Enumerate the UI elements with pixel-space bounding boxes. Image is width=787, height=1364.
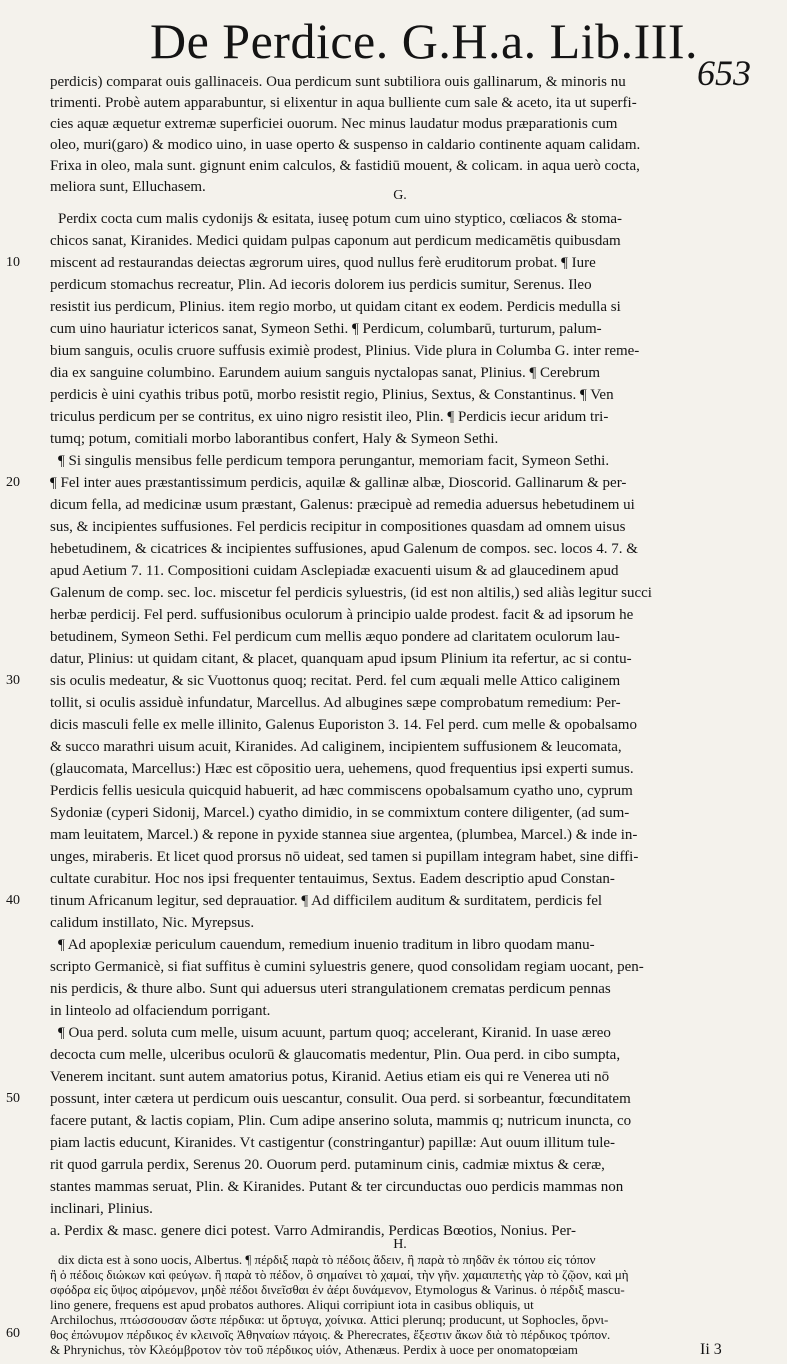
text-line: decocta cum melle, ulceribus oculorū & glaucomatis medentur, Plin. Oua perd. in cibo sumpta, [50, 1047, 621, 1063]
text-line: piam lactis educunt, Kiranides. Vt castigentur (constringantur) papillæ: Aut ouum illitum tule- [50, 1135, 616, 1151]
text-line: Perdix cocta cum malis cydonijs & esitata, iuseę potum cum uino styptico, cœliacos & stoma- [58, 211, 623, 227]
page-number: 653 [697, 53, 751, 93]
text-line: (glaucomata, Marcellus:) Hæc est cōpositio uera, uehemens, quod frequentius ipsi experti sumus. [50, 761, 634, 777]
text-line: Archilochus, πτώσσουσαν ὥστε πέρδικα: ut ὄρτυγα, χοίνικα. Attici plerunq; producunt, ut Sophocles, ὄρνι- [50, 1312, 609, 1327]
text-line: inclinari, Plinius. [50, 1201, 153, 1217]
text-line: unges, miraberis. Et licet quod prorsus nō uideat, sed tamen si pupillam integram habet, sine diffi- [50, 849, 639, 865]
text-line: tinum Africanum legitur, sed deprauatior. ¶ Ad difficilem auditum & surditatem, perdicis fel [50, 893, 603, 909]
text-line: perdicis è uini cyathis tribus potū, morbo resistit regio, Plinius, Sextus, & Constantinus. ¶ Ven [50, 387, 614, 403]
margin-line-number: 40 [6, 893, 20, 908]
text-line: hebetudinem, & cicatrices & incipientes suffusiones, apud Galenum de compos. sec. locos 4. 7. & [50, 541, 638, 557]
text-line: cum uino hauriatur ictericos sanat, Symeon Sethi. ¶ Perdicum, columbarū, turturum, palum- [50, 321, 602, 337]
text-line: Frixa in oleo, mala sunt. gignunt enim calculos, & fastidiū mouent, & colicam. in aqua uerò cocta, [50, 158, 640, 174]
text-line: & succo marathri uisum acuit, Kiranides. Ad caliginem, incipientem suffusionem & leucomata, [50, 739, 622, 755]
text-line: Galenum de comp. sec. loc. miscetur fel perdicis syluestris, (id est non altilis,) sed aliàs legitur succi [50, 585, 652, 601]
section-heading-g: G. [393, 188, 407, 203]
text-line: & Phrynichus, τὸν Κλεόμβροτον τὸν τοῦ πέρδικος υἱόν, Athenæus. Perdix à uoce per onomatopœiam [50, 1342, 578, 1357]
text-line: Venerem incitant. sunt autem amatorius potus, Kiranid. Aetius etiam eis qui re Venerea uti nō [50, 1069, 610, 1085]
text-line: chicos sanat, Kiranides. Medici quidam pulpas caponum aut perdicum medicamētis quibusdam [50, 233, 621, 249]
text-line: ¶ Si singulis mensibus felle perdicum tempora perungantur, memoriam facit, Symeon Sethi. [58, 453, 610, 469]
text-line: cies aquæ æquetur extremæ superficiei ouorum. Nec minus laudatur modus præparationis cum [50, 116, 618, 132]
text-line: Perdicis fellis uesicula quicquid habuerit, ad hæc commiscens opobalsamum cyatho uno, cyprum [50, 783, 633, 799]
text-line: stantes mammas seruat, Plin. & Kiranides. Putant & ter circunductas ouo perdicis mammas non [50, 1179, 624, 1195]
text-line: dicis masculi felle ex melle illinito, Galenus Euporiston 3. 14. Fel perd. cum melle & opobalsamo [50, 717, 637, 733]
text-line: apud Aetium 7. 11. Compositioni cuidam Asclepiadæ exacuenti uisum & ad glaucedinem apud [50, 563, 619, 579]
text-line: scripto Germanicè, si fiat suffitus è cumini syluestris genere, quod consolidam regiam uocant, pen- [50, 959, 644, 975]
text-line: ἢ ὁ πέδοις διώκων καὶ φεύγων. ἢ παρὰ τὸ πέδον, ὃ σημαίνει τὸ χαμαί, τὴν γῆν. χαμαιπετὴς γὰρ τὸ ζῷον, καὶ μὴ [50, 1267, 629, 1282]
margin-line-number: 60 [6, 1326, 20, 1341]
text-line: possunt, inter cætera ut perdicum ouis uescantur, consulit. Oua perd. si sorbeantur, fœcunditatem [50, 1091, 631, 1107]
text-line: resistit ius perdicum, Plinius. item regio morbo, ut quidam citant ex eodem. Perdicis medulla si [50, 299, 621, 315]
text-line: in linteolo ad olfaciendum porrigant. [50, 1003, 271, 1019]
text-line: miscent ad restaurandas deiectas ægrorum uires, quod nullus ferè eruditorum probat. ¶ Iure [50, 255, 596, 271]
text-line: triculus perdicum per se contritus, ex uino nigro resistit ileo, Plin. ¶ Perdicis iecur aridum tri- [50, 409, 609, 425]
text-line: nis perdicis, & thure albo. Sunt qui aduersus uteri strangulationem crematas perdicum pennas [50, 981, 611, 997]
text-line: σφόδρα εἰς ὕψος αἰρόμενον, μηδὲ πέδοι δινεῖσθαι ἐν ἀέρι δυνάμενον, Etymologus & Varinus. ὁ πέρδιξ mascu- [50, 1282, 625, 1297]
margin-line-number: 10 [6, 255, 20, 270]
margin-line-number: 20 [6, 475, 20, 490]
text-line [50, 1357, 772, 1364]
text-line: mam leuitatem, Marcel.) & repone in pyxide stannea siue argentea, (plumbea, Marcel.) & inde in- [50, 827, 638, 843]
text-line: tumq; potum, comitiali morbo laborantibus confert, Haly & Symeon Sethi. [50, 431, 499, 447]
text-line: lino genere, frequens est apud probatos authores. Aliqui corripiunt iota in casibus obliquis, ut [50, 1297, 534, 1312]
running-head: De Perdice. G.H.a. Lib.III. [150, 13, 699, 69]
margin-line-number: 50 [6, 1091, 20, 1106]
text-line: cultate curabitur. Hoc nos ipsi frequenter tentauimus, Sextus. Eadem descriptio apud Constan- [50, 871, 615, 887]
section-heading-h: H. [393, 1237, 407, 1252]
text-line: trimenti. Probè autem apparabuntur, si elixentur in aqua bulliente cum sale & aceto, ita ut superfi- [50, 95, 637, 111]
text-line: sus, & incipientes suffusiones. Fel perdicis recipitur in compositiones quasdam ad omnem uisus [50, 519, 626, 535]
text-line: betudinem, Symeon Sethi. Fel perdicum cum mellis æquo pondere ad claritatem oculorum lau- [50, 629, 620, 645]
text-line: Sydoniæ (cyperi Sidonij, Marcel.) cyatho dimidio, in se commixtum contere diligenter, (ad sum- [50, 805, 630, 821]
signature-mark: Ii 3 [700, 1341, 722, 1358]
text-line: ¶ Oua perd. soluta cum melle, uisum acuunt, partum quoq; accelerant, Kiranid. In uase æreo [58, 1025, 611, 1041]
text-line: oleo, muri(garo) & modico uino, in uase operto & suspenso in caldario continente aquam calidam. [50, 137, 641, 153]
text-line: perdicis) comparat ouis gallinaceis. Oua perdicum sunt subtiliora ouis gallinarum, & minoris nu [50, 74, 626, 90]
text-line: dicum fella, ad medicinæ usum præstant, Galenus: præcipuè ad remedia aduersus hebetudinem ui [50, 497, 635, 513]
text-line: dix dicta est à sono uocis, Albertus. ¶ πέρδιξ παρὰ τὸ πέδοις ἄδειν, ἢ παρὰ τὸ πηδᾶν ἐκ τόπου εἰς τόπον [58, 1252, 596, 1267]
text-line: a. Perdix & masc. genere dici potest. Varro Admirandis, Perdicas Bœotios, Nonius. Per- [50, 1223, 576, 1239]
text-line: dia ex sanguine columbino. Earundem auium sanguis nyctalopas sanat, Plinius. ¶ Cerebrum [50, 365, 601, 381]
text-line: sis oculis medeatur, & sic Vuottonus quoq; recitat. Perd. fel cum æquali melle Attico caliginem [50, 673, 621, 689]
text-line: rit quod garrula perdix, Serenus 20. Ouorum perd. putaminum cinis, cadmiæ mixtus & ceræ, [50, 1157, 605, 1173]
text-line: θος ἐπώνυμον πέρδικος ἐν κλεινοῖς Ἀθηναίων πάγοις. & Pherecrates, ἔξεστιν ἄκων διὰ τὸ πέρδικος τρόπον. [50, 1327, 611, 1342]
text-line: meliora sunt, Elluchasem. [50, 179, 206, 195]
text-line: bium sanguis, oculis cruore suffusis eximiè prodest, Plinius. Vide plura in Columba G. inter reme- [50, 343, 640, 359]
text-line: datur, Plinius: ut quidam citant, & placet, quanquam apud ipsum Plinium ita refertur, ac si contu- [50, 651, 632, 667]
text-line: ¶ Ad apoplexiæ periculum cauendum, remedium inuenio traditum in libro quodam manu- [58, 937, 595, 953]
text-line: tollit, si oculis assiduè infundatur, Marcellus. Ad albugines sæpe comprobatum remedium: Per- [50, 695, 621, 711]
text-line: calidum instillato, Nic. Myrepsus. [50, 915, 255, 931]
text-line: facere putant, & lactis copiam, Plin. Cum adipe anserino soluta, mammis q; nutricum inuncta, co [50, 1113, 632, 1129]
text-line: ¶ Fel inter aues præstantissimum perdicis, aquilæ & gallinæ albæ, Dioscorid. Gallinarum & per- [50, 475, 627, 491]
text-line: perdicum stomachus recreatur, Plin. Ad iecoris dolorem ius perdicis sumitur, Serenus. Ileo [50, 277, 592, 293]
text-line: herbæ perdicij. Fel perd. suffusionibus oculorum à principio ualde prodest. facit & ad ipsorum he [50, 607, 634, 623]
margin-line-number: 30 [6, 673, 20, 688]
